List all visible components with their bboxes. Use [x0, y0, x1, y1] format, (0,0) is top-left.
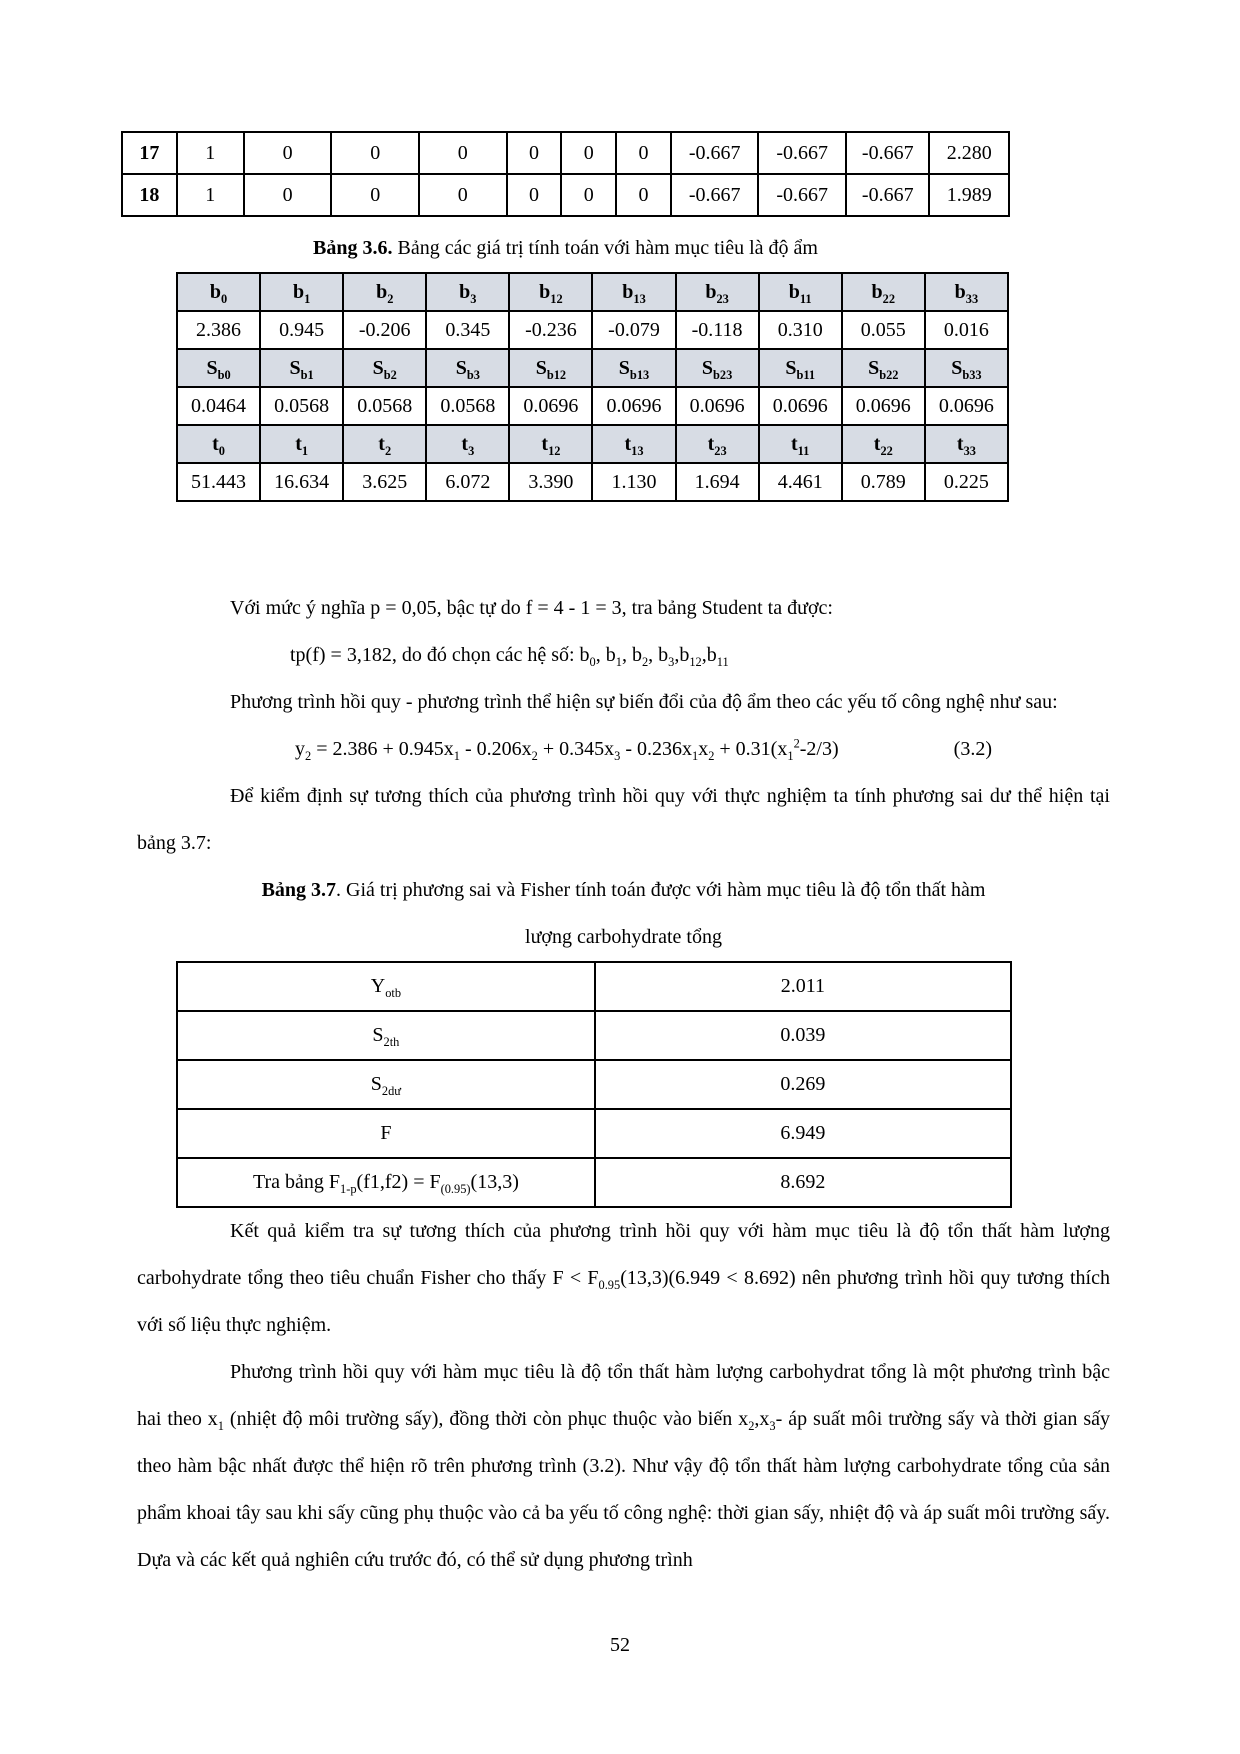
paragraph-student-test: Với mức ý nghĩa p = 0,05, bậc tự do f = 4 - 1 = 3, tra bảng Student ta được:	[230, 597, 833, 619]
table-cell: -0.667	[671, 174, 759, 216]
table-cell: 0.789	[842, 463, 925, 501]
table-cell: 2.011	[595, 962, 1011, 1011]
table-cell: $S_{b3}$	[426, 349, 509, 387]
table-cell: 0.0568	[260, 387, 343, 425]
table-row	[177, 1060, 1011, 1109]
table-cell: 0	[331, 132, 419, 174]
table-cell: $b_{22}$	[842, 273, 925, 311]
table-cell: $t_{33}$	[925, 425, 1008, 463]
table-cell: $b_{13}$	[592, 273, 675, 311]
table-row	[177, 387, 1008, 425]
table-cell: $b_{11}$	[759, 273, 842, 311]
table-cell: 0.269	[595, 1060, 1011, 1109]
table-row	[177, 425, 1008, 463]
table-cell: $S_{b22}$	[842, 349, 925, 387]
table-cell: $t_3$	[426, 425, 509, 463]
table-cell: $S_{b1}$	[260, 349, 343, 387]
table-cell: 0	[616, 174, 671, 216]
table-cell: 2.280	[929, 132, 1009, 174]
table-cell: $S_{2dư}$	[177, 1060, 595, 1109]
table-cell: $b_{33}$	[925, 273, 1008, 311]
table-cell: -0.667	[671, 132, 759, 174]
table-cell: 6.072	[426, 463, 509, 501]
table-cell: 4.461	[759, 463, 842, 501]
table-cell: $b_2$	[343, 273, 426, 311]
table-cell: 1.130	[592, 463, 675, 501]
table-cell: 0	[507, 174, 562, 216]
body-text	[137, 585, 1110, 1584]
table-row	[177, 349, 1008, 387]
experiment-matrix-table-continuation	[121, 131, 1010, 217]
table-cell: $t_{11}$	[759, 425, 842, 463]
table-cell: 8.692	[595, 1158, 1011, 1207]
table-cell: 1.989	[929, 174, 1009, 216]
table-cell: 0.0696	[592, 387, 675, 425]
table-cell: -0.667	[758, 174, 846, 216]
table-cell: 6.949	[595, 1109, 1011, 1158]
table-cell: F	[177, 1109, 595, 1158]
paragraph-regression-discussion: Phương trình hồi quy với hàm mục tiêu là độ tổn thất hàm lượng carbohydrat tổng là một phương trình bậc hai theo $x_1$ (nhiệt độ môi trường sấy), đồng thời còn phục thuộc vào biến $x_2,x_3-$ áp suất môi trường sấy và thời gian sấy theo hàm bậc nhất được thể hiện rõ trên phương trình (3.2). Như vậy độ tổn thất hàm lượng carbohydrate tổng của sản phẩm khoai tây sau khi sấy cũng phụ thuộc vào cả ba yếu tố công nghệ: thời gian sấy, nhiệt độ và áp suất môi trường sấy. Dựa và các kết quả nghiên cứu trước đó, có thể sử dụng phương trình	[137, 1361, 1110, 1571]
table-cell: Tra bảng $F_{1-p}(f1,f2) = F_{(0.95)}(13,3)$	[177, 1158, 595, 1207]
table-cell: -0.236	[509, 311, 592, 349]
table-cell: $t_{13}$	[592, 425, 675, 463]
table-row	[122, 132, 1009, 174]
paragraph-fisher-result: Kết quả kiểm tra sự tương thích của phương trình hồi quy với hàm mục tiêu là độ tổn thất hàm lượng carbohydrate tổng theo tiêu chuẩn Fisher cho thấy $F < F_{0.95}(13,3)(6.949 < 8.692)$ nên phương trình hồi quy tương thích với số liệu thực nghiệm.	[137, 1220, 1110, 1336]
table-cell: $S_{b2}$	[343, 349, 426, 387]
table-cell: $t_2$	[343, 425, 426, 463]
table-3-6-caption-label: Bảng 3.6.	[313, 237, 393, 259]
table-cell: 1	[177, 174, 244, 216]
table-cell: 1	[177, 132, 244, 174]
table-cell: 0.055	[842, 311, 925, 349]
table-cell: 51.443	[177, 463, 260, 501]
table-row	[177, 1109, 1011, 1158]
table-cell: 0	[419, 132, 507, 174]
table-cell: -0.667	[846, 132, 929, 174]
table-row	[177, 1011, 1011, 1060]
table-cell: 16.634	[260, 463, 343, 501]
table-cell: 17	[122, 132, 177, 174]
table-cell: $b_{23}$	[676, 273, 759, 311]
table-cell: $b_1$	[260, 273, 343, 311]
table-row	[177, 962, 1011, 1011]
table-cell: $S_{b11}$	[759, 349, 842, 387]
table-cell: $t_{22}$	[842, 425, 925, 463]
table-cell: $b_{12}$	[509, 273, 592, 311]
table-3-7-caption-text: . Giá trị phương sai và Fisher tính toán được với hàm mục tiêu là độ tổn thất hàm	[336, 879, 986, 901]
table-cell: 0.945	[260, 311, 343, 349]
table-cell: 0.0696	[925, 387, 1008, 425]
table-cell: 0	[561, 132, 616, 174]
page-number: 52	[610, 1634, 630, 1656]
table-cell: 1.694	[676, 463, 759, 501]
table-cell: 0	[244, 174, 332, 216]
table-cell: $Y_{otb}$	[177, 962, 595, 1011]
table-cell: 0.0568	[426, 387, 509, 425]
table-row	[122, 174, 1009, 216]
table-cell: 3.390	[509, 463, 592, 501]
equation-3-2-line	[137, 726, 1110, 773]
table-cell: $S_{b23}$	[676, 349, 759, 387]
table-row	[177, 273, 1008, 311]
table-cell: $S_{b12}$	[509, 349, 592, 387]
table-cell: $t_{12}$	[509, 425, 592, 463]
table-cell: -0.118	[676, 311, 759, 349]
table-3-7-caption-label: Bảng 3.7	[261, 879, 337, 901]
table-3-6-caption-text: Bảng các giá trị tính toán với hàm mục tiêu là độ ẩm	[392, 237, 818, 259]
table-cell: 3.625	[343, 463, 426, 501]
table-cell: 0.345	[426, 311, 509, 349]
table-cell: $S_{b33}$	[925, 349, 1008, 387]
table-cell: -0.667	[758, 132, 846, 174]
table-cell: 0	[616, 132, 671, 174]
paragraph-fisher-check-intro: Để kiểm định sự tương thích của phương trình hồi quy với thực nghiệm ta tính phương sai dư thể hiện tại bảng 3.7:	[137, 785, 1110, 854]
equation-3-2: $y_2 = 2.386 + 0.945x_1 - 0.206x_2 + 0.345x_3 - 0.236x_1x_2 + 0.31(x_1^2-2/3)$	[295, 736, 839, 763]
table-cell: 0.0696	[759, 387, 842, 425]
table-3-7-variance-fisher	[176, 961, 1012, 1208]
table-cell: 0.0696	[676, 387, 759, 425]
table-row	[177, 1158, 1011, 1207]
table-cell: 0.0696	[509, 387, 592, 425]
table-cell: $t_0$	[177, 425, 260, 463]
table-3-7-caption-line2: lượng carbohydrate tổng	[525, 926, 722, 948]
table-cell: -0.206	[343, 311, 426, 349]
table-cell: 0.0464	[177, 387, 260, 425]
table-cell: 0	[244, 132, 332, 174]
table-cell: -0.079	[592, 311, 675, 349]
table-cell: $t_{23}$	[676, 425, 759, 463]
table-cell: 0	[507, 132, 562, 174]
table-cell: 2.386	[177, 311, 260, 349]
table-cell: 0	[561, 174, 616, 216]
table-3-6-caption	[121, 228, 1010, 268]
table-cell: 0.016	[925, 311, 1008, 349]
table-cell: 0.310	[759, 311, 842, 349]
table-cell: 0.225	[925, 463, 1008, 501]
equation-3-2-number: (3.2)	[953, 738, 992, 760]
table-cell: 0	[331, 174, 419, 216]
paragraph-regression-intro: Phương trình hồi quy - phương trình thể hiện sự biến đổi của độ ẩm theo các yếu tố công nghệ như sau:	[230, 691, 1058, 713]
table-cell: 0	[419, 174, 507, 216]
table-cell: 0.0568	[343, 387, 426, 425]
table-cell: 0.0696	[842, 387, 925, 425]
table-cell: $S_{2th}$	[177, 1011, 595, 1060]
table-cell: -0.667	[846, 174, 929, 216]
paragraph-selected-coefficients: tp(f) = 3,182, do đó chọn các hệ số: $b_0$, $b_1$, $b_2$, $b_3,b_{12},b_{11}$	[290, 644, 729, 669]
table-row	[177, 463, 1008, 501]
table-cell: $b_0$	[177, 273, 260, 311]
table-cell: 18	[122, 174, 177, 216]
table-cell: $t_1$	[260, 425, 343, 463]
table-cell: $S_{b13}$	[592, 349, 675, 387]
table-row	[177, 311, 1008, 349]
table-cell: $b_3$	[426, 273, 509, 311]
table-3-7-caption-line1	[137, 867, 1110, 914]
table-cell: $S_{b0}$	[177, 349, 260, 387]
table-3-6-coefficients	[176, 272, 1009, 502]
table-cell: 0.039	[595, 1011, 1011, 1060]
